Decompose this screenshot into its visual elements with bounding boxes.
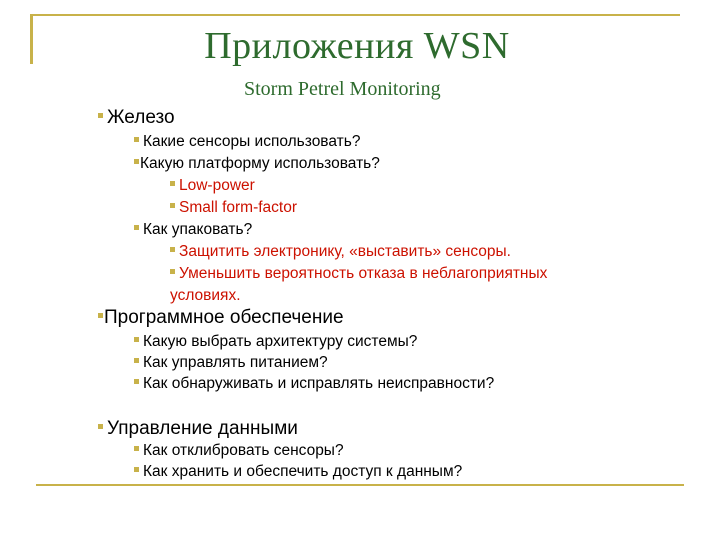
hardware-subitem: Small form-factor [170, 199, 297, 217]
software-item: Какую выбрать архитектуру системы? [134, 333, 417, 351]
square-bullet-icon [170, 181, 175, 186]
software-heading: Программное обеспечение [98, 307, 344, 329]
square-bullet-icon [98, 424, 103, 429]
hardware-subitem: Уменьшить вероятность отказа в неблагоприятных [170, 265, 547, 283]
square-bullet-icon [134, 137, 139, 142]
square-bullet-icon [134, 159, 139, 164]
hardware-item: Какие сенсоры использовать? [134, 133, 360, 151]
square-bullet-icon [134, 446, 139, 451]
square-bullet-icon [134, 358, 139, 363]
square-bullet-icon [170, 269, 175, 274]
data-heading: Управление данными [98, 418, 298, 440]
square-bullet-icon [170, 203, 175, 208]
square-bullet-icon [134, 379, 139, 384]
hardware-item: Как упаковать? [134, 221, 252, 239]
software-item: Как управлять питанием? [134, 354, 328, 372]
square-bullet-icon [134, 467, 139, 472]
data-item: Как хранить и обеспечить доступ к данным? [134, 463, 462, 481]
slide-subtitle: Storm Petrel Monitoring [244, 78, 441, 100]
hardware-item: Какую платформу использовать? [134, 155, 380, 173]
frame-bottom-rule [36, 484, 684, 486]
hardware-subitem: Защитить электронику, «выставить» сенсоры. [170, 243, 511, 261]
hardware-subitem-continuation: условиях. [170, 287, 241, 304]
frame-top-rule [30, 14, 680, 16]
hardware-heading: Железо [98, 107, 175, 129]
square-bullet-icon [134, 337, 139, 342]
square-bullet-icon [98, 113, 103, 118]
square-bullet-icon [170, 247, 175, 252]
software-item: Как обнаруживать и исправлять неисправности? [134, 375, 494, 393]
square-bullet-icon [98, 313, 103, 318]
slide-title: Приложения WSN [204, 25, 510, 67]
data-item: Как отклибровать сенсоры? [134, 442, 344, 460]
hardware-subitem: Low-power [170, 177, 255, 195]
square-bullet-icon [134, 225, 139, 230]
